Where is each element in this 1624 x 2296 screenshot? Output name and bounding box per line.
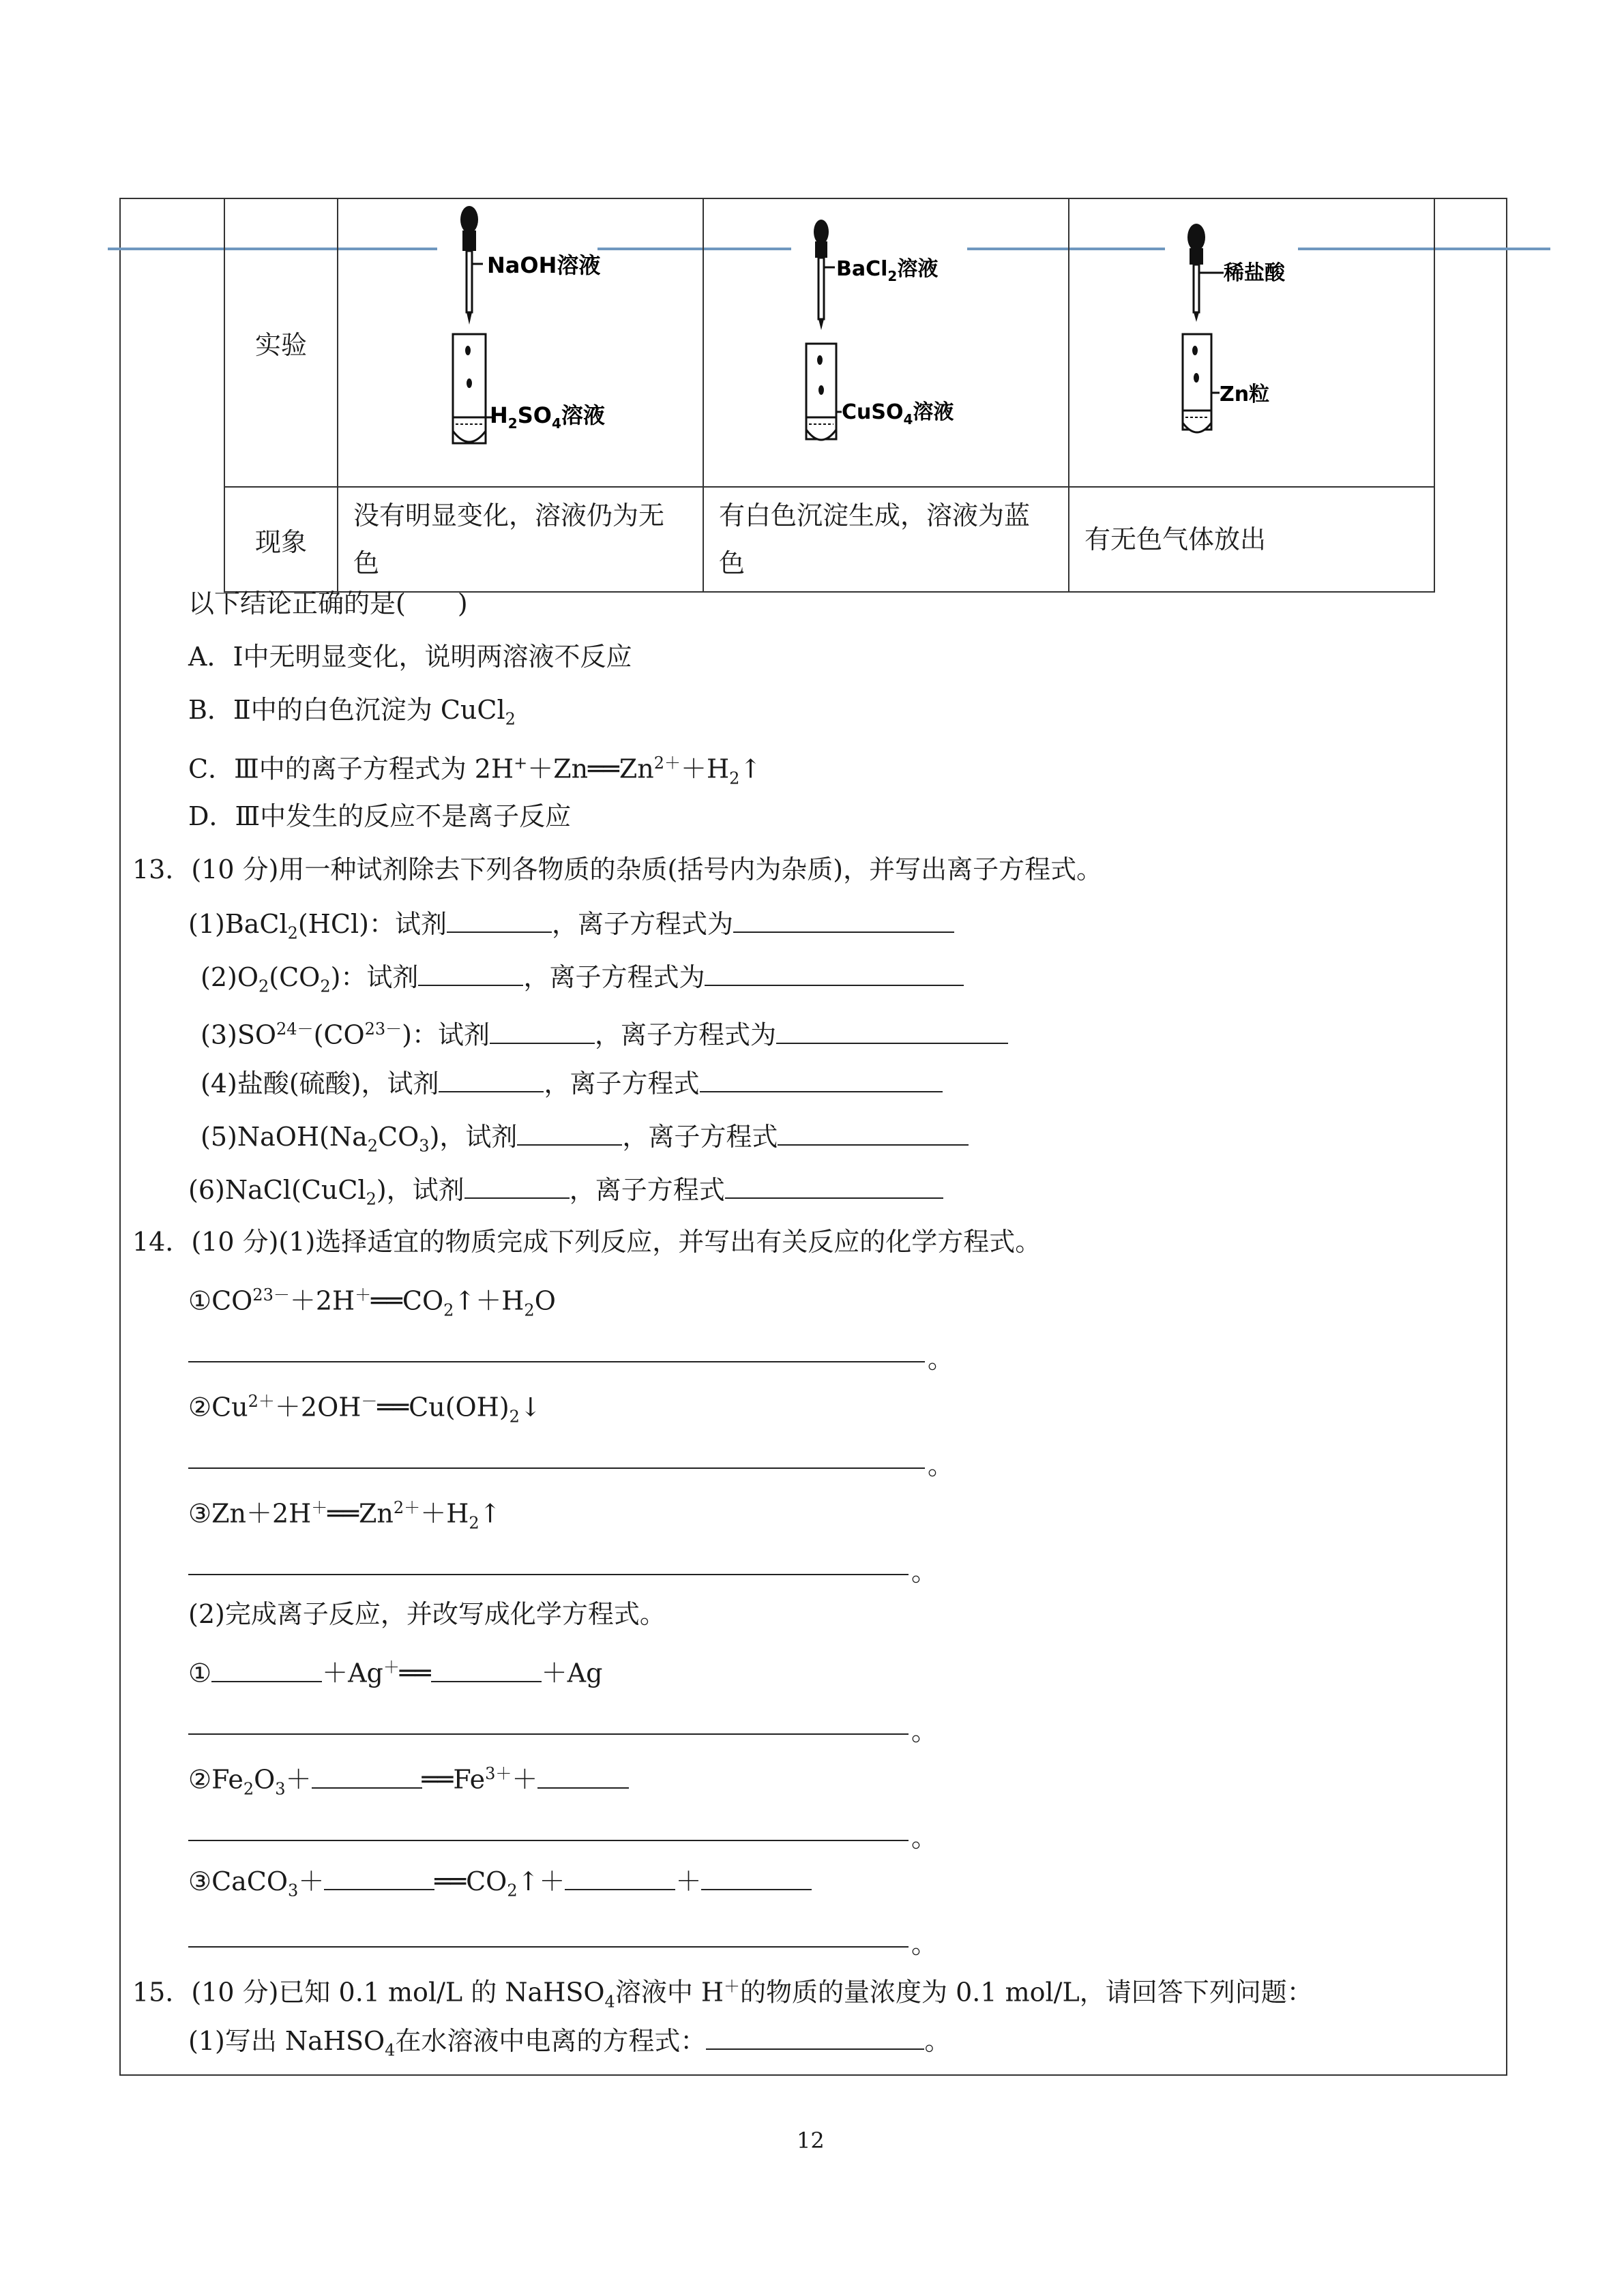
dropper-tube-1-icon	[338, 199, 703, 480]
answer-blank[interactable]	[705, 959, 964, 986]
q12-option-a[interactable]: A．Ⅰ中无明显变化，说明两溶液不反应	[188, 642, 632, 672]
q13-item-1: (1)BaCl$_2$(HCl)：试剂 ，离子方程式为	[188, 906, 954, 951]
q14-eq-1: $①CO^{23-}+2H^+══CO_2↑+H_2O$	[188, 1285, 556, 1320]
experiment-table	[224, 198, 1435, 593]
period: 。	[911, 1557, 938, 1587]
answer-blank[interactable]	[776, 1017, 1008, 1044]
answer-blank[interactable]	[700, 1065, 943, 1092]
q12-option-c[interactable]: C．Ⅲ中的离子方程式为 $2H^++Zn══Zn^{2+}+H_2↑$	[188, 754, 762, 788]
answer-line[interactable]	[188, 1361, 925, 1362]
q14-f-1: ① ＋Ag＋══ ＋Ag	[188, 1650, 602, 1690]
answer-line[interactable]	[188, 1733, 909, 1735]
q13-item-6: (6)NaCl(CuCl$_2$)，试剂 ，离子方程式	[188, 1172, 943, 1217]
q14-stem: 14．(10 分)(1)选择适宜的物质完成下列反应，并写出有关反应的化学方程式。	[132, 1227, 1042, 1257]
answer-blank[interactable]	[312, 1761, 422, 1789]
answer-blank[interactable]	[211, 1655, 322, 1682]
q13-item-4: (4)盐酸(硫酸)，试剂 ，离子方程式	[201, 1065, 943, 1101]
answer-blank[interactable]	[490, 1017, 595, 1044]
reagent-label: 稀盐酸	[1224, 261, 1285, 285]
q13-item-2: $(2)O_2(CO_2)$：试剂 ，离子方程式为	[201, 959, 964, 1004]
q12-option-b[interactable]: B．Ⅱ中的白色沉淀为 CuCl$_2$	[188, 695, 516, 729]
answer-blank[interactable]	[537, 1761, 629, 1789]
q14-eq-3: $③Zn+2H^+══Zn^{2+}+H_2↑$	[188, 1498, 501, 1533]
phenomenon-2: 有白色沉淀生成，溶液为蓝 色	[703, 487, 1069, 592]
answer-line[interactable]	[188, 1840, 909, 1841]
dropper-tube-3-icon	[1069, 199, 1434, 480]
answer-blank[interactable]	[706, 2023, 924, 2050]
period: 。	[928, 1344, 954, 1374]
period: 。	[911, 1716, 938, 1746]
q13-item-3: $(3)SO^{24-}(CO^{23-})$：试剂 ，离子方程式为	[201, 1012, 1008, 1052]
answer-line[interactable]	[188, 1574, 909, 1575]
q14-part-2: (2)完成离子反应，并改写成化学方程式。	[188, 1599, 666, 1629]
answer-blank[interactable]	[778, 1118, 969, 1146]
period: 。	[911, 1823, 938, 1853]
page-number: 12	[797, 2128, 825, 2153]
answer-blank[interactable]	[565, 1863, 675, 1890]
svg-text:CuSO4溶液: CuSO$_4$溶液	[842, 400, 954, 428]
answer-line[interactable]	[188, 1467, 925, 1469]
q12-option-d[interactable]: D．Ⅲ中发生的反应不是离子反应	[188, 801, 572, 831]
q13-stem: 13．(10 分)用一种试剂除去下列各物质的杂质(括号内为杂质)，并写出离子方程式。	[132, 854, 1103, 884]
period: 。	[911, 1929, 938, 1959]
answer-blank[interactable]	[464, 1172, 570, 1199]
svg-text:H2SO4溶液: $H_2SO_4$溶液	[490, 402, 605, 432]
q14-f-2: $②Fe_2O_3+$ $══Fe^{3+}+$	[188, 1757, 629, 1806]
q15-part-1: (1)写出 NaHSO$_4$在水溶液中电离的方程式： 。	[188, 2023, 950, 2068]
q15-stem: 15．(10 分)已知 0.1 mol/L 的 NaHSO$_4$溶液中 H＋的物质的量浓度为 0.1 mol/L，请回答下列问题：	[132, 1977, 1313, 2012]
answer-blank[interactable]	[418, 959, 523, 986]
experiment-row-label: 实验	[224, 198, 338, 487]
answer-blank[interactable]	[725, 1172, 943, 1199]
phenomenon-row-label: 现象	[224, 487, 338, 592]
reagent-label: NaOH溶液	[487, 252, 601, 278]
answer-blank[interactable]	[439, 1065, 544, 1092]
phenomenon-3: 有无色气体放出	[1069, 487, 1434, 592]
q12-stem: 以下结论正确的是( )	[188, 588, 468, 618]
q14-f-3: ③CaCO$_3$＋ $══CO_2↑+$ ＋	[188, 1863, 812, 1908]
experiment-1-figure	[338, 198, 703, 487]
svg-text:BaCl2溶液: BaCl$_2$溶液	[836, 257, 939, 284]
answer-blank[interactable]	[517, 1118, 622, 1146]
experiment-2-figure	[703, 198, 1069, 487]
experiment-3-figure	[1069, 198, 1434, 487]
answer-blank[interactable]	[324, 1863, 434, 1890]
answer-blank[interactable]	[447, 906, 552, 933]
q14-eq-2: $②Cu^{2+}+2OH^-══Cu(OH)_2↓$	[188, 1392, 542, 1427]
period: 。	[928, 1450, 954, 1480]
phenomenon-1: 没有明显变化，溶液仍为无 色	[338, 487, 703, 592]
answer-blank[interactable]	[701, 1863, 812, 1890]
answer-blank[interactable]	[431, 1655, 542, 1682]
answer-blank[interactable]	[733, 906, 954, 933]
dropper-tube-2-icon	[704, 199, 1068, 480]
q13-item-5: $(5)NaOH(Na_2CO_3)$，试剂 ，离子方程式	[201, 1118, 969, 1163]
tube-label: Zn粒	[1220, 383, 1270, 406]
answer-line[interactable]	[188, 1946, 909, 1948]
